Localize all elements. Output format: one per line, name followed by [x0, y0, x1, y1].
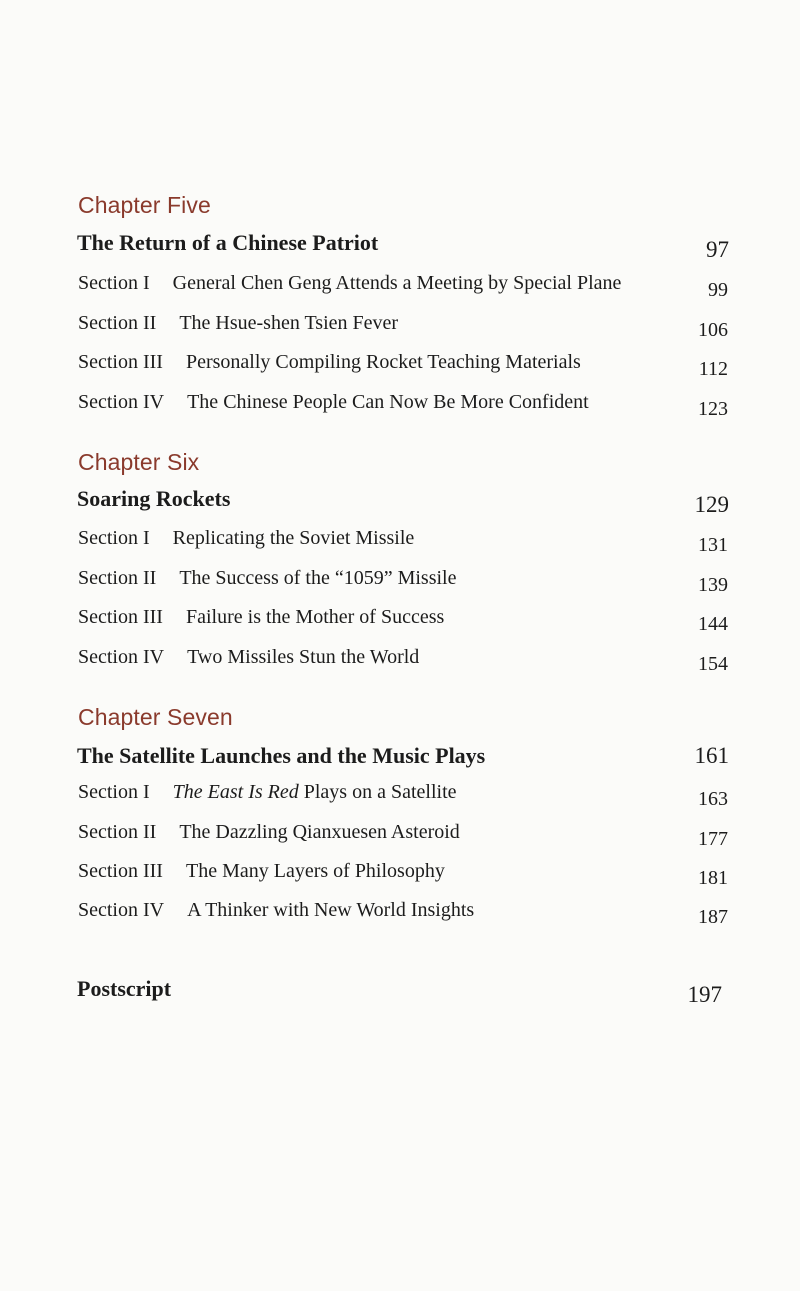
section-title-italic: The East Is Red [172, 781, 299, 803]
page-number: 139 [698, 574, 728, 596]
section-label: Section IV [78, 899, 165, 921]
page-number: 131 [698, 534, 728, 556]
section-title: Failure is the Mother of Success [185, 606, 445, 628]
chapter-label: Chapter Five [78, 192, 211, 218]
section-label: Section II [78, 821, 157, 843]
page-number: 154 [698, 653, 728, 675]
section-title: Two Missiles Stun the World [187, 646, 420, 668]
chapter-label: Chapter Seven [78, 704, 233, 730]
section-label: Section III [78, 351, 163, 373]
page-number: 106 [698, 319, 728, 341]
page-number: 144 [698, 613, 728, 635]
section-title: Personally Compiling Rocket Teaching Materials [185, 351, 581, 373]
page-number: 129 [694, 492, 729, 517]
section-title: The Hsue-shen Tsien Fever [179, 312, 399, 334]
section-title-rest: Plays on a Satellite [298, 781, 457, 803]
chapter-label: Chapter Six [78, 449, 200, 475]
page-number: 181 [698, 867, 728, 889]
section-title: The Success of the “1059” Missile [179, 567, 457, 589]
section-label: Section IV [78, 391, 165, 413]
chapter-title: Soaring Rockets [77, 486, 231, 511]
postscript-title: Postscript [77, 976, 172, 1001]
page-number: 123 [698, 398, 728, 420]
section-title: Replicating the Soviet Missile [172, 527, 415, 549]
page-number: 97 [706, 237, 729, 262]
page-number: 99 [708, 279, 728, 301]
section-label: Section III [78, 606, 163, 628]
page-number: 163 [698, 788, 728, 810]
chapter-title: The Return of a Chinese Patriot [77, 230, 379, 255]
section-label: Section III [78, 860, 163, 882]
page-number: 161 [694, 743, 729, 768]
section-label: Section I [78, 781, 150, 803]
page-number: 197 [687, 982, 722, 1007]
section-label: Section I [78, 527, 150, 549]
section-label: Section II [78, 312, 157, 334]
section-title: A Thinker with New World Insights [187, 899, 475, 921]
section-title: The Chinese People Can Now Be More Confident [187, 391, 589, 413]
section-title: The Many Layers of Philosophy [185, 860, 445, 882]
chapter-title: The Satellite Launches and the Music Plays [77, 743, 486, 768]
section-title: General Chen Geng Attends a Meeting by Special Plane [172, 272, 622, 294]
section-title [173, 781, 457, 804]
page-number: 112 [698, 358, 728, 380]
page-number: 177 [698, 828, 728, 850]
section-title: The Dazzling Qianxuesen Asteroid [179, 821, 460, 843]
section-label: Section I [78, 272, 150, 294]
page-number: 187 [698, 906, 728, 928]
section-label: Section IV [78, 646, 165, 668]
section-label: Section II [78, 567, 157, 589]
